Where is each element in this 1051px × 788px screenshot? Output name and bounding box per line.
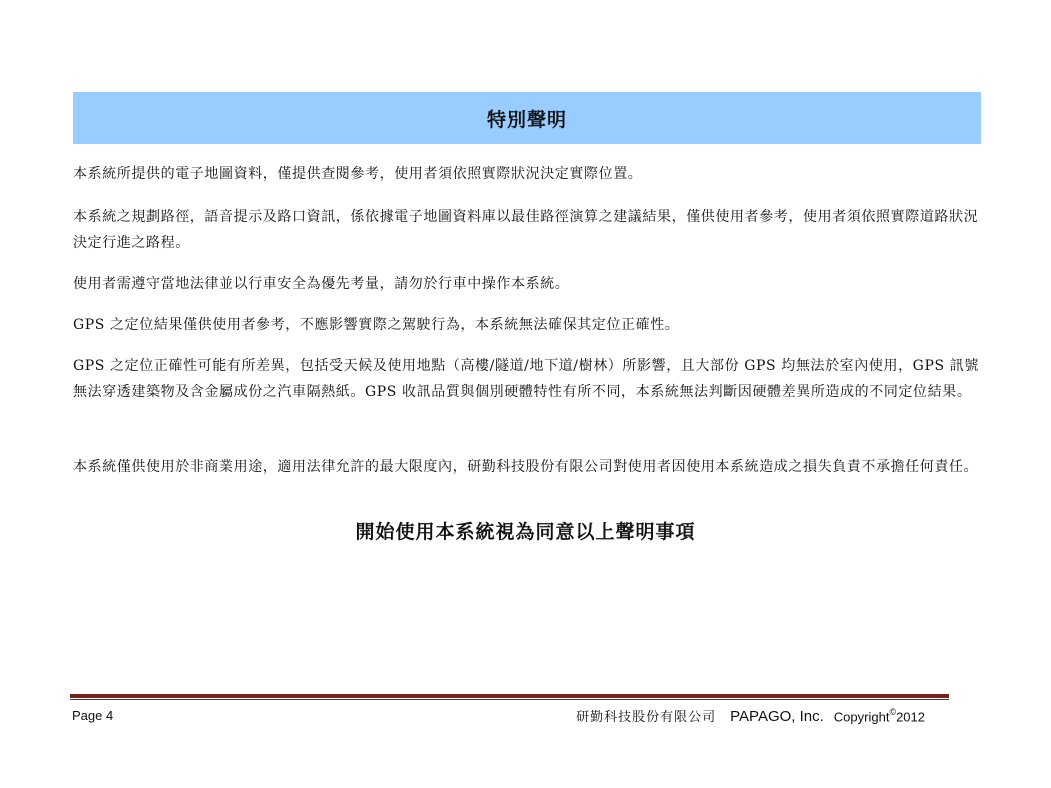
disclaimer-paragraph: 使用者需遵守當地法律並以行車安全為優先考量，請勿於行車中操作本系統。: [73, 276, 570, 292]
disclaimer-paragraph: 本系統所提供的電子地圖資料，僅提供查閱參考，使用者須依照實際狀況決定實際位置。: [73, 166, 643, 182]
company-name: 研勤科技股份有限公司: [576, 710, 717, 725]
disclaimer-paragraph: 本系統之規劃路徑，語音提示及路口資訊，係依據電子地圖資料庫以最佳路徑演算之建議結果，僅供使用者參考，使用者須依照實際道路狀況決定行進之路程。: [73, 209, 979, 251]
page-number: Page 4: [72, 708, 114, 723]
copyright-notice: [834, 708, 925, 724]
title-banner: [73, 92, 981, 144]
brand-name: PAPAGO, Inc.: [730, 708, 824, 725]
footer-copyright: [576, 706, 925, 725]
closing-statement: 開始使用本系統視為同意以上聲明事項: [355, 521, 696, 543]
disclaimer-paragraph: 本系統僅供使用於非商業用途，適用法律允許的最大限度內，研勤科技股份有限公司對使用者因使用本系統造成之損失負責不承擔任何責任。: [73, 459, 979, 475]
disclaimer-paragraph: GPS 之定位正確性可能有所差異，包括受天候及使用地點（高樓/隧道/地下道/樹林）所影響，且大部份 GPS 均無法於室內使用，GPS 訊號無法穿透建築物及含金屬成份之汽車隔熱紙。GPS 收訊品質與個別硬體特性有所不同，本系統無法判斷因硬體差異所造成的不同定位結果。: [73, 358, 979, 400]
footer-divider: [70, 694, 949, 698]
copyright-year: 2012: [896, 709, 925, 724]
footer-divider-thin: [70, 699, 949, 700]
copyright-symbol: ©: [889, 706, 897, 717]
page-title: 特別聲明: [486, 108, 567, 131]
copyright-word: Copyright: [833, 709, 890, 724]
disclaimer-paragraph: GPS 之定位結果僅供使用者參考，不應影響實際之駕駛行為，本系統無法確保其定位正確性。: [73, 317, 680, 333]
